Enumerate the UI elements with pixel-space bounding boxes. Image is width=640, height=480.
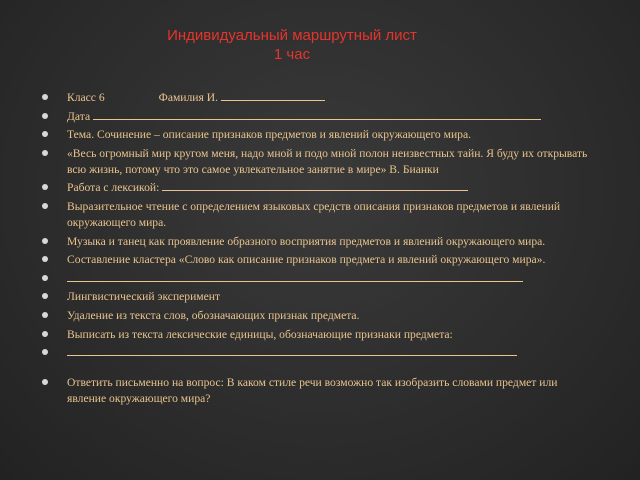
list-item-quote: [42, 146, 590, 178]
title-line-2: 1 час: [273, 46, 311, 63]
music-text: Музыка и танец как проявление образного восприятия предметов и явлений окружающего мира.: [67, 234, 546, 248]
bullet-icon: [42, 312, 48, 318]
bullet-icon: [42, 293, 48, 299]
blank-line-2[interactable]: [67, 345, 517, 356]
lexicon-label: Работа с лексикой:: [67, 181, 160, 195]
topic-text: Тема. Сочинение – описание признаков предметов и явлений окружающего мира.: [67, 128, 472, 142]
slide-title: [0, 26, 584, 64]
bullet-list: [42, 90, 590, 410]
list-item-lexicon: [42, 180, 590, 196]
list-item-experiment: [42, 289, 590, 305]
lexicon-blank-line[interactable]: [162, 180, 468, 191]
list-item-class: [42, 90, 590, 106]
extract-text: Выписать из текста лексические единицы, обозначающие признаки предмета:: [67, 327, 453, 341]
experiment-text: Лингвистический эксперимент: [67, 290, 221, 304]
bullet-icon: [42, 131, 48, 137]
removal-text: Удаление из текста слов, обозначающих признак предмета.: [67, 308, 360, 322]
blank-line-1[interactable]: [67, 271, 523, 282]
bullet-icon: [42, 331, 48, 337]
title-line-1: Индивидуальный маршрутный лист: [167, 27, 417, 44]
list-item-reading: [42, 199, 590, 231]
bullet-icon: [42, 94, 48, 100]
bullet-icon: [42, 379, 48, 385]
bullet-icon: [42, 256, 48, 262]
list-item-removal: [42, 308, 590, 324]
list-item-topic: [42, 127, 590, 143]
list-item-blank-1: [42, 271, 590, 287]
question-text: Ответить письменно на вопрос: В каком стиле речи возможно так изобразить словами предмет или явление окружающего мира?: [67, 376, 558, 406]
surname-label: Фамилия И.: [158, 91, 218, 104]
surname-blank-line[interactable]: [221, 90, 325, 101]
list-item-date: [42, 109, 590, 125]
bullet-icon: [42, 238, 48, 244]
list-item-question: [42, 375, 590, 407]
bullet-icon: [42, 184, 48, 190]
list-item-blank-2: [42, 345, 590, 361]
bullet-icon: [42, 349, 48, 355]
list-item-music: [42, 234, 590, 250]
date-label: Дата: [67, 109, 91, 123]
bullet-icon: [42, 113, 48, 119]
bullet-icon: [42, 150, 48, 156]
cluster-text: Составление кластера «Слово как описание признаков предмета и явлений окружающего мира».: [67, 253, 546, 267]
date-blank-line[interactable]: [93, 109, 541, 120]
list-item-cluster: [42, 252, 590, 268]
bullet-icon: [42, 203, 48, 209]
reading-text: Выразительное чтение с определением языковых средств описания признаков предметов и явлений окружающего мира.: [67, 199, 561, 229]
list-item-extract: [42, 327, 590, 343]
bullet-icon: [42, 275, 48, 281]
class-label: Класс 6: [67, 91, 105, 104]
quote-text: «Весь огромный мир кругом меня, надо мной и подо мной полон неизвестных тайн. Я буду их открывать всю жизнь, потому что это самое увлекательное занятие в мире» В. Бианки: [67, 146, 588, 176]
